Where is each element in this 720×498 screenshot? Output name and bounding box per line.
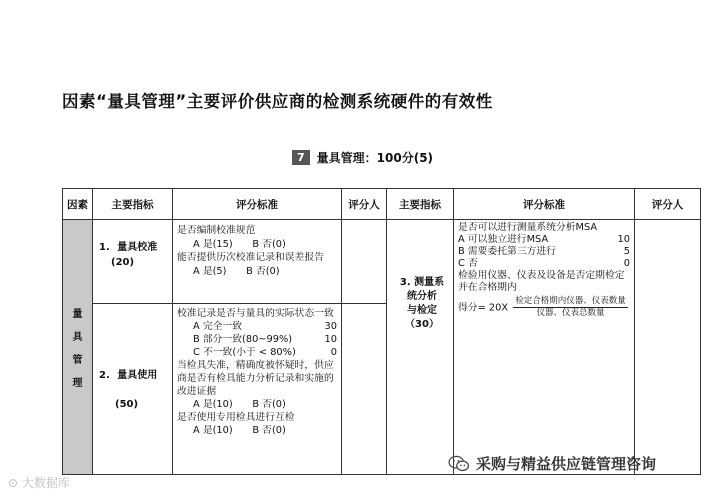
criteria-line: C 否: [458, 258, 478, 269]
criteria-line: 是否编制校准规范: [177, 225, 256, 236]
indicator-score: （30）: [405, 319, 439, 330]
page-title: 因素“量具管理”主要评价供应商的检测系统硬件的有效性: [62, 92, 493, 111]
criteria-line: A 完全一致: [193, 321, 243, 332]
criteria-line: A 是(15) B 否(0): [193, 238, 286, 250]
criteria-line: 是否可以进行测量系统分析MSA: [458, 222, 598, 233]
factor-char: 量: [72, 309, 83, 320]
indicator-name-line: 测量系: [414, 277, 445, 288]
scorer-cell: [342, 304, 387, 475]
indicator-name-line: 与检定: [407, 305, 437, 316]
table-row: [63, 220, 701, 304]
watermark-right-text: 采购与精益供应链管理咨询: [476, 455, 657, 473]
indicator-usage: [93, 304, 173, 475]
criteria-line: A 是(10) B 否(0): [193, 399, 286, 410]
section-number: 7: [292, 150, 310, 165]
header-factor: 因素: [63, 189, 93, 220]
formula-prefix: 得分= 20X: [458, 302, 509, 314]
criteria-line: B 需要委托第三方进行: [458, 246, 557, 257]
formula-fraction: [513, 296, 628, 319]
indicator-calibration: [93, 220, 173, 304]
indicator-msa: [387, 220, 454, 475]
indicator-name: 量具校准: [117, 242, 158, 253]
scorer-cell: [342, 220, 387, 304]
criteria-score: 0: [330, 347, 337, 358]
header-scorer: 评分人: [342, 189, 387, 220]
criteria-line: B 部分一致(80~99%): [193, 334, 293, 345]
factor-char: 理: [72, 378, 83, 389]
wechat-icon: [448, 455, 470, 473]
criteria-line: 能否提供历次校准记录和误差报告: [177, 252, 324, 263]
criteria-line: A 是(5) B 否(0): [193, 265, 280, 277]
header-scorer-right: 评分人: [635, 189, 701, 220]
criteria-line: A 是(10) B 否(0): [193, 425, 286, 436]
indicator-number: 3.: [399, 277, 411, 288]
criteria-line: 校准记录是否与量具的实际状态一致: [177, 308, 334, 319]
criteria-line: 是否使用专用检具进行互检: [177, 412, 295, 423]
criteria-msa: [454, 220, 635, 475]
criteria-line: 当检具失准，精确度被怀疑时，供应商是否有检具能力分析记录和实施的改进证据: [177, 360, 334, 397]
section-heading: [292, 149, 433, 166]
formula-numerator: 检定合格期内仪器、仪表数量: [515, 296, 626, 306]
criteria-usage: [173, 304, 342, 475]
criteria-score: 0: [623, 258, 630, 269]
indicator-score: (50): [115, 399, 139, 410]
indicator-score: (20): [111, 257, 135, 268]
formula-denominator: 仪器、仪表总数量: [536, 308, 605, 318]
section-label: 量具管理：100分(5): [316, 151, 434, 165]
scorer-cell-right: [635, 220, 701, 475]
criteria-score: 10: [324, 334, 337, 345]
factor-char: 具: [72, 332, 83, 343]
criteria-line: 检验用仪器、仪表及设备是否定期检定并在合格期内: [458, 270, 625, 293]
watermark-right: [448, 453, 656, 474]
criteria-line: C 不一致(小于 < 80%): [193, 347, 296, 358]
factor-char: 管: [72, 355, 83, 366]
score-formula: [458, 296, 630, 319]
indicator-number: 2.: [99, 370, 110, 381]
factor-cell: [63, 220, 93, 475]
indicator-number: 1.: [99, 242, 110, 253]
table-header-row: [63, 189, 701, 220]
header-indicator-right: 主要指标: [387, 189, 454, 220]
criteria-score: 5: [623, 246, 630, 257]
header-criteria: 评分标准: [173, 189, 342, 220]
watermark-left: ⊙ 大数据库: [8, 476, 70, 490]
criteria-score: 30: [324, 321, 337, 332]
criteria-calibration: [173, 220, 342, 304]
criteria-score: 10: [617, 234, 630, 245]
evaluation-table: [62, 188, 701, 475]
header-indicator: 主要指标: [93, 189, 173, 220]
indicator-name-line: 统分析: [407, 291, 437, 302]
indicator-name: 量具使用: [117, 370, 158, 381]
header-criteria-right: 评分标准: [454, 189, 635, 220]
criteria-line: A 可以独立进行MSA: [458, 234, 549, 245]
